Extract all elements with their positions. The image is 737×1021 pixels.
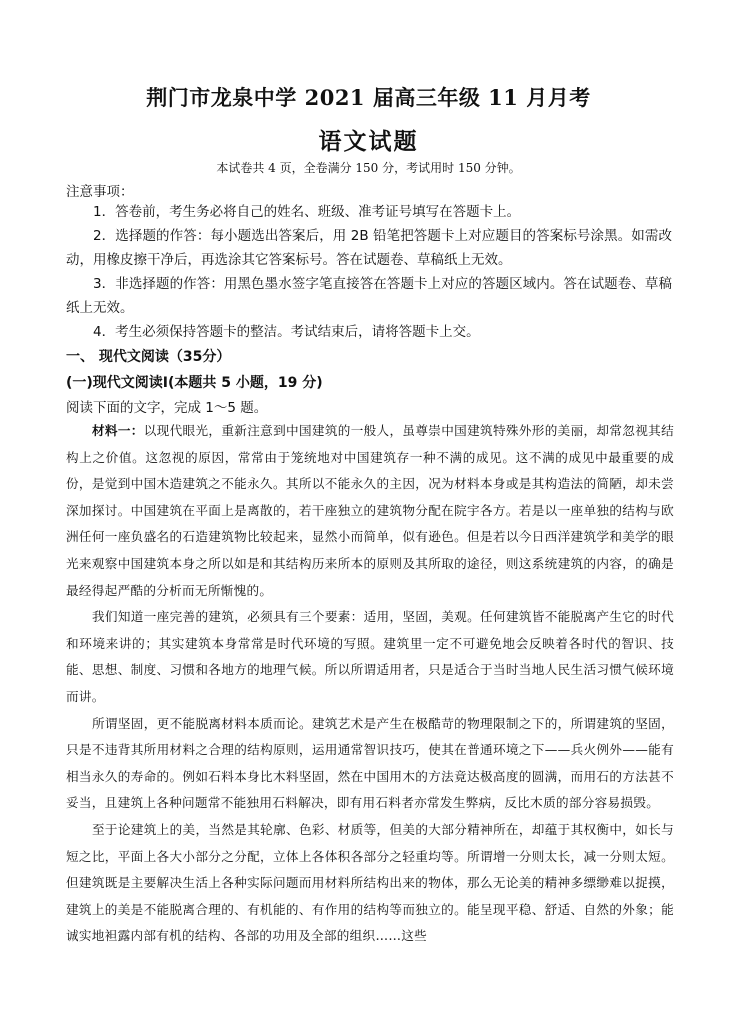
section-subheading: (一)现代文阅读Ⅰ(本题共 5 小题，19 分): [66, 375, 323, 391]
note-item: 3．非选择题的作答：用黑色墨水签字笔直接答在答题卡上对应的答题区域内。答在试题卷、草稿纸上无效。: [66, 276, 672, 316]
passage-text: 以现代眼光，重新注意到中国建筑的一般人，虽尊崇中国建筑特殊外形的美丽，却常忽视其结构上之价值。这忽视的原因，常常由于笼统地对中国建筑存一种不满的成见。这不满的成见中最重要的成份，是觉到中国木造建筑之不能永久。其所以不能永久的主因，况为材料本身或是其构造法的简陋，却未尝深加探讨。中国建筑在平面上是离散的，若干座独立的建筑物分配在院宇各方。若是以一座单独的结构与欧洲任何一座负盛名的石造建筑物比较起来，显然小而简单，似有逊色。但是若以今日西洋建筑学和美学的眼光来观察中国建筑本身之所以如是和其结构历来所本的原则及其所取的途径，则这系统建筑的内容，的确是最经得起严酷的分析而无所惭愧的。: [66, 423, 674, 598]
exam-title: 荆门市龙泉中学 2021 届高三年级 11 月月考: [146, 85, 591, 110]
note-item: 1．答卷前，考生务必将自己的姓名、班级、准考证号填写在答题卡上。: [93, 204, 521, 220]
section-heading: 一、 现代文阅读（35分）: [66, 349, 231, 365]
subject-title: 语文试题: [318, 128, 419, 155]
note-item: 2．选择题的作答：每小题选出答案后，用 2B 铅笔把答题卡上对应题目的答案标号涂黑。如需改动，用橡皮擦干净后，再选涂其它答案标号。答在试题卷、草稿纸上无效。: [66, 228, 672, 268]
notes-list: [66, 200, 672, 344]
passage-paragraph: 至于论建筑上的美，当然是其轮廓、色彩、材质等，但美的大部分精神所在，却蕴于其权衡中，如长与短之比，平面上各大小部分之分配，立体上各体积各部分之轻重均等。所谓增一分则太长，减一分则太短。但建筑既是主要解决生活上各种实际问题而用材料所结构出来的物体，那么无论美的精神多缥缈难以捉摸，建筑上的美是不能脱离合理的、有机能的、有作用的结构等而独立的。能呈现平稳、舒适、自然的外象；能诚实地袒露内部有机的结构、各部的功用及全部的组织……这些: [66, 821, 674, 944]
passage-paragraph: 所谓坚固，更不能脱离材料本质而论。建筑艺术是产生在极酷苛的物理限制之下的，所谓建筑的坚固，只是不违背其所用材料之合理的结构原则，运用通常智识技巧，使其在普通环境之下——兵火例外——能有相当永久的寿命的。例如石料本身比木料坚固，然在中国用木的方法竟达极高度的圆满，而用石的方法甚不妥当，且建筑上各种问题常不能独用石料解决，即有用石料者亦常发生弊病，反比木质的部分容易损毁。: [66, 715, 674, 811]
passage-paragraph: 我们知道一座完善的建筑，必须具有三个要素：适用，坚固，美观。任何建筑皆不能脱离产生它的时代和环境来讲的；其实建筑本身常常是时代环境的写照。建筑里一定不可避免地会反映着各时代的智识、技能、思想、制度、习惯和各地方的地理气候。所以所谓适用者，只是适合于当时当地人民生活习惯气候环境而讲。: [66, 609, 674, 704]
exam-meta: 本试卷共 4 页，全卷满分 150 分，考试用时 150 分钟。: [216, 161, 521, 175]
section-instruction: 阅读下面的文字，完成 1～5 题。: [66, 400, 268, 416]
passage-paragraph: [66, 418, 674, 604]
passage: [66, 418, 674, 950]
note-item: 4．考生必须保持答题卡的整洁。考试结束后，请将答题卡上交。: [93, 324, 480, 340]
material-label: 材料一：: [92, 423, 144, 438]
notes-heading: 注意事项：: [66, 184, 134, 200]
